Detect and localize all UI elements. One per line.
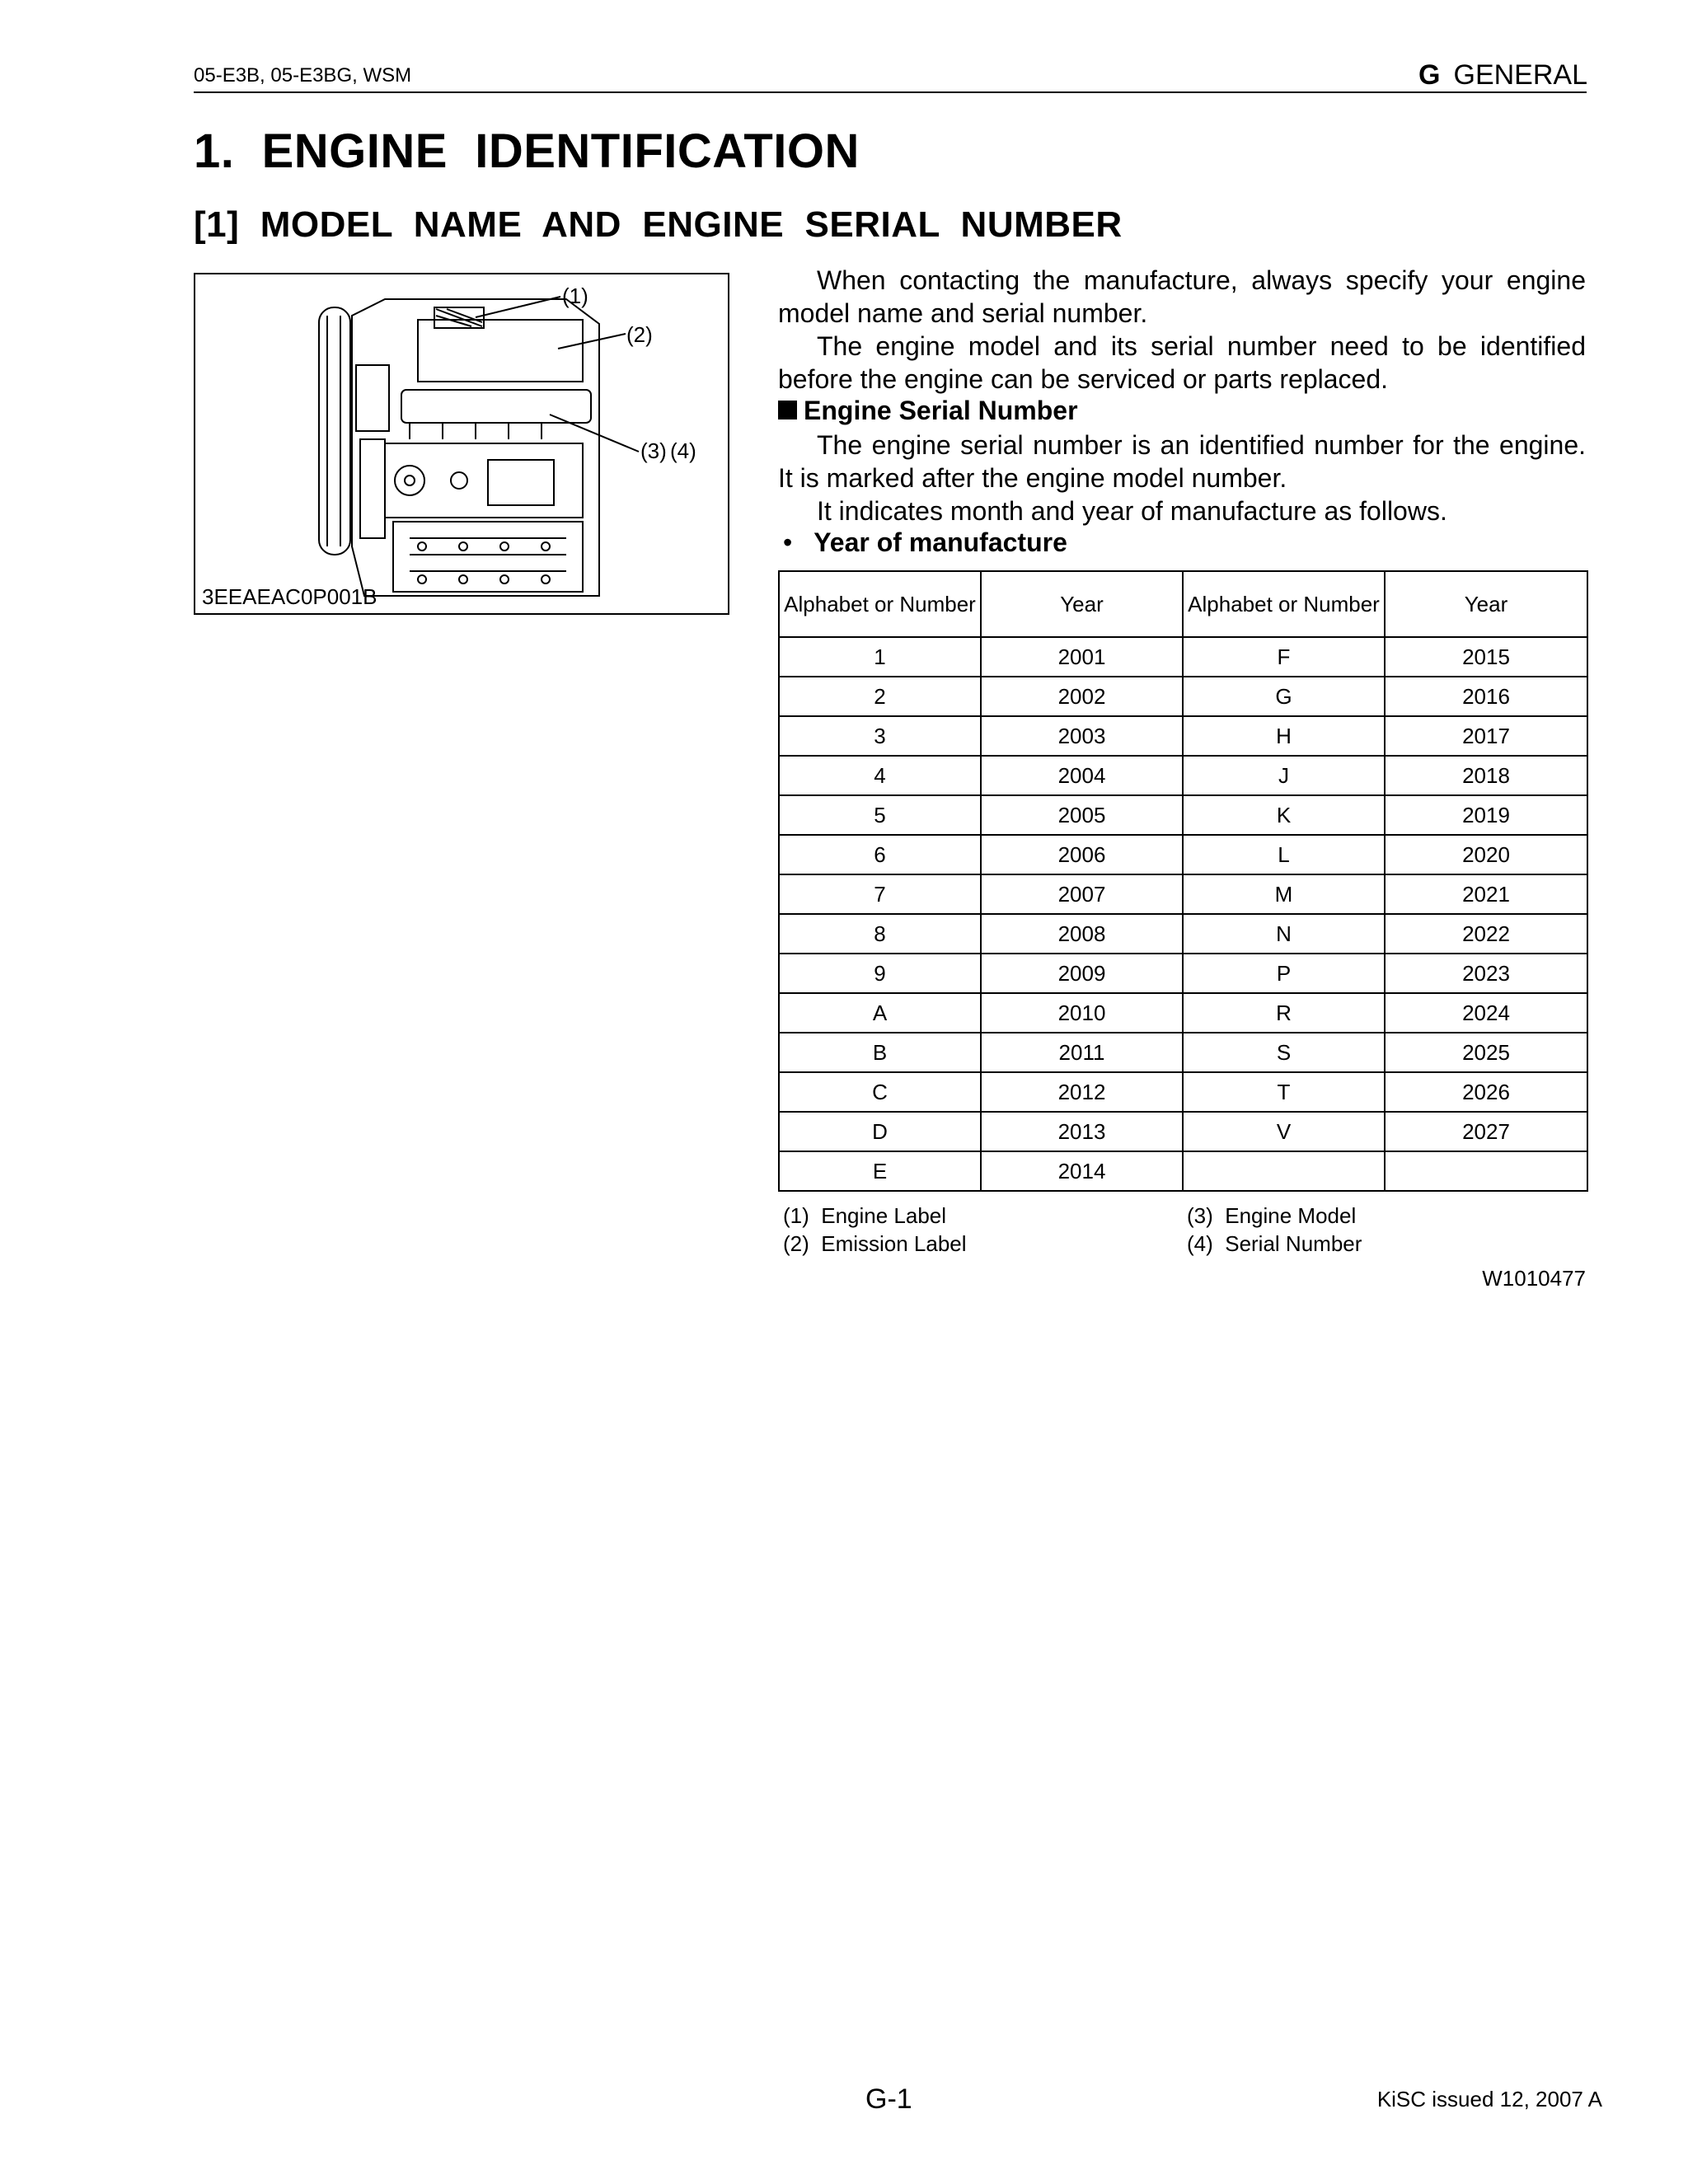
table-header-cell: Alphabet or Number xyxy=(1183,571,1385,637)
bolt xyxy=(500,542,509,551)
table-cell xyxy=(1385,1151,1587,1191)
paragraph-month-year: It indicates month and year of manufacture as follows. xyxy=(817,496,1447,526)
issue-info: KiSC issued 12, 2007 A xyxy=(1376,2087,1602,2111)
table-cell: 2012 xyxy=(981,1072,1183,1112)
table-row xyxy=(779,1112,1587,1151)
table-cell: 2017 xyxy=(1385,716,1587,756)
bullet-year-of-manufacture xyxy=(783,527,1067,558)
legend-item-3: (3) Engine Model xyxy=(1187,1203,1357,1228)
table-cell: 2013 xyxy=(981,1112,1183,1151)
table-row xyxy=(779,1151,1587,1191)
square-bullet-icon xyxy=(778,401,797,419)
table-cell: 2006 xyxy=(981,835,1183,874)
callout-3: (3) xyxy=(640,438,667,463)
bolt xyxy=(542,542,550,551)
header-section xyxy=(1418,59,1587,91)
table-cell: 2014 xyxy=(981,1151,1183,1191)
table-cell: T xyxy=(1183,1072,1385,1112)
injection-pump xyxy=(488,460,554,505)
page-title: 1. ENGINE IDENTIFICATION xyxy=(194,124,860,178)
table-row xyxy=(779,1033,1587,1072)
page-number: G-1 xyxy=(865,2083,912,2115)
table-cell: 2002 xyxy=(981,677,1183,716)
section-subtitle: [1] MODEL NAME AND ENGINE SERIAL NUMBER xyxy=(194,204,1123,245)
bolt xyxy=(542,575,550,583)
table-cell: M xyxy=(1183,874,1385,914)
leader-line-3 xyxy=(550,415,639,452)
flywheel-shape xyxy=(319,307,350,555)
manifold xyxy=(401,390,591,423)
table-header-cell: Year xyxy=(981,571,1183,637)
table-cell: 2003 xyxy=(981,716,1183,756)
cylinder-head-cover xyxy=(418,320,583,382)
table-cell: 6 xyxy=(779,835,981,874)
table-cell: 2025 xyxy=(1385,1033,1587,1072)
table-cell: 2007 xyxy=(981,874,1183,914)
table-cell: 2019 xyxy=(1385,795,1587,835)
table-cell: A xyxy=(779,993,981,1033)
bolt xyxy=(459,542,467,551)
bolt xyxy=(459,575,467,583)
table-cell: 8 xyxy=(779,914,981,954)
bullet-text: Year of manufacture xyxy=(814,527,1067,557)
table-cell: 3 xyxy=(779,716,981,756)
table-cell: 2015 xyxy=(1385,637,1587,677)
table-row xyxy=(779,756,1587,795)
table-cell: 7 xyxy=(779,874,981,914)
year-code-table xyxy=(778,570,1588,1192)
table-cell: L xyxy=(1183,835,1385,874)
table-body xyxy=(779,637,1587,1191)
table-cell: 9 xyxy=(779,954,981,993)
table-cell: B xyxy=(779,1033,981,1072)
table-cell xyxy=(1183,1151,1385,1191)
legend-item-1: (1) Engine Label xyxy=(783,1203,947,1228)
table-header-cell: Alphabet or Number xyxy=(779,571,981,637)
table-cell: N xyxy=(1183,914,1385,954)
engine-figure xyxy=(194,273,729,615)
header-rule xyxy=(194,91,1587,93)
table-header-cell: Year xyxy=(1385,571,1587,637)
table-row xyxy=(779,954,1587,993)
paragraph-serial-description: The engine serial number is an identified number for the engine. It is marked after the engine model number. xyxy=(778,430,1586,493)
table-cell: J xyxy=(1183,756,1385,795)
engine-illustration xyxy=(195,274,731,616)
pulley-circle xyxy=(395,466,424,495)
table-cell: 2010 xyxy=(981,993,1183,1033)
table-cell: 2022 xyxy=(1385,914,1587,954)
table-cell: R xyxy=(1183,993,1385,1033)
figure-code: 3EEAEAC0P001B xyxy=(202,584,377,609)
bullet-dot-icon: • xyxy=(783,527,793,557)
engine-block-outline xyxy=(352,299,599,596)
table-cell: C xyxy=(779,1072,981,1112)
side-component xyxy=(360,439,385,538)
table-cell: 2020 xyxy=(1385,835,1587,874)
table-cell: 1 xyxy=(779,637,981,677)
table-cell: 2027 xyxy=(1385,1112,1587,1151)
callout-1: (1) xyxy=(562,284,588,308)
table-row xyxy=(779,795,1587,835)
paragraph-identify: The engine model and its serial number need to be identified before the engine can be serviced or parts replaced. xyxy=(778,331,1586,394)
table-row xyxy=(779,835,1587,874)
table-row xyxy=(779,1072,1587,1112)
leader-line-2 xyxy=(558,334,626,349)
table-row xyxy=(779,677,1587,716)
table-cell: 2004 xyxy=(981,756,1183,795)
table-cell: 2001 xyxy=(981,637,1183,677)
table-cell: 2023 xyxy=(1385,954,1587,993)
table-cell: E xyxy=(779,1151,981,1191)
table-row xyxy=(779,637,1587,677)
table-cell: D xyxy=(779,1112,981,1151)
table-cell: K xyxy=(1183,795,1385,835)
table-cell: 2009 xyxy=(981,954,1183,993)
table-cell: S xyxy=(1183,1033,1385,1072)
reference-code: W1010477 xyxy=(1482,1266,1586,1291)
table-row xyxy=(779,993,1587,1033)
pulley-hub xyxy=(405,476,415,485)
side-component xyxy=(356,365,389,431)
table-cell: P xyxy=(1183,954,1385,993)
bolt xyxy=(500,575,509,583)
table-cell: 2008 xyxy=(981,914,1183,954)
table-row xyxy=(779,874,1587,914)
legend-item-2: (2) Emission Label xyxy=(783,1231,967,1256)
table-cell: 2026 xyxy=(1385,1072,1587,1112)
table-cell: G xyxy=(1183,677,1385,716)
boss-circle xyxy=(451,472,467,489)
bolt xyxy=(418,575,426,583)
table-header-row xyxy=(779,571,1587,637)
header-doc-code: 05-E3B, 05-E3BG, WSM xyxy=(194,64,412,87)
header-section-letter: G xyxy=(1418,59,1441,91)
table-cell: 4 xyxy=(779,756,981,795)
table-cell: 2018 xyxy=(1385,756,1587,795)
table-cell: 2016 xyxy=(1385,677,1587,716)
bolt xyxy=(418,542,426,551)
callout-4: (4) xyxy=(670,438,696,463)
engine-serial-heading xyxy=(778,396,1078,426)
table-cell: 5 xyxy=(779,795,981,835)
manifold-ports xyxy=(410,423,542,439)
table-row xyxy=(779,914,1587,954)
table-cell: H xyxy=(1183,716,1385,756)
paragraph-contact: When contacting the manufacture, always specify your engine model name and serial number. xyxy=(778,265,1586,328)
table-cell: 2021 xyxy=(1385,874,1587,914)
crankcase xyxy=(393,522,583,592)
table-cell: 2011 xyxy=(981,1033,1183,1072)
header-section-name: GENERAL xyxy=(1453,59,1587,91)
callout-2: (2) xyxy=(626,322,653,347)
table-row xyxy=(779,716,1587,756)
engine-serial-heading-text: Engine Serial Number xyxy=(804,396,1078,425)
table-cell: 2005 xyxy=(981,795,1183,835)
table-cell: 2024 xyxy=(1385,993,1587,1033)
table-cell: V xyxy=(1183,1112,1385,1151)
table-cell: F xyxy=(1183,637,1385,677)
table-cell: 2 xyxy=(779,677,981,716)
legend-item-4: (4) Serial Number xyxy=(1187,1231,1362,1256)
